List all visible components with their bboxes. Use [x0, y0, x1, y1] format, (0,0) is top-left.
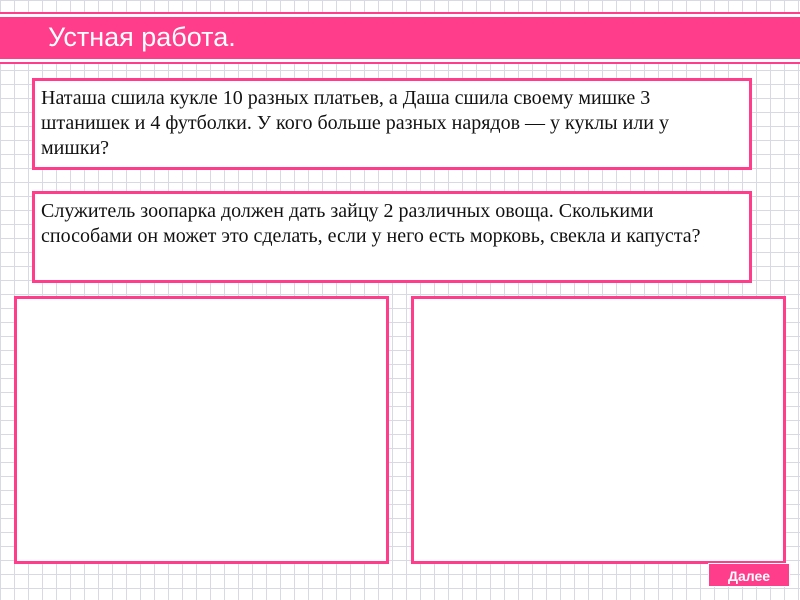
answer-area-left: [14, 296, 389, 564]
task-box-zoo: [32, 191, 752, 283]
title-bar: [0, 14, 800, 62]
task-text: Служитель зоопарка должен дать зайцу 2 различных овоща. Сколькими способами он может это сделать, если у него есть морковь, свекла и капуста?: [41, 200, 701, 247]
answer-area-right: [411, 296, 786, 564]
next-button[interactable]: Далее: [708, 563, 790, 587]
slide-title: Устная работа.: [48, 22, 236, 52]
task-box-dolls: [32, 78, 752, 170]
task-text: Наташа сшила кукле 10 разных платьев, а Даша сшила своему мишке 3 штанишек и 4 футболки. У кого больше разных нарядов — у куклы или у мишки?: [41, 87, 670, 159]
